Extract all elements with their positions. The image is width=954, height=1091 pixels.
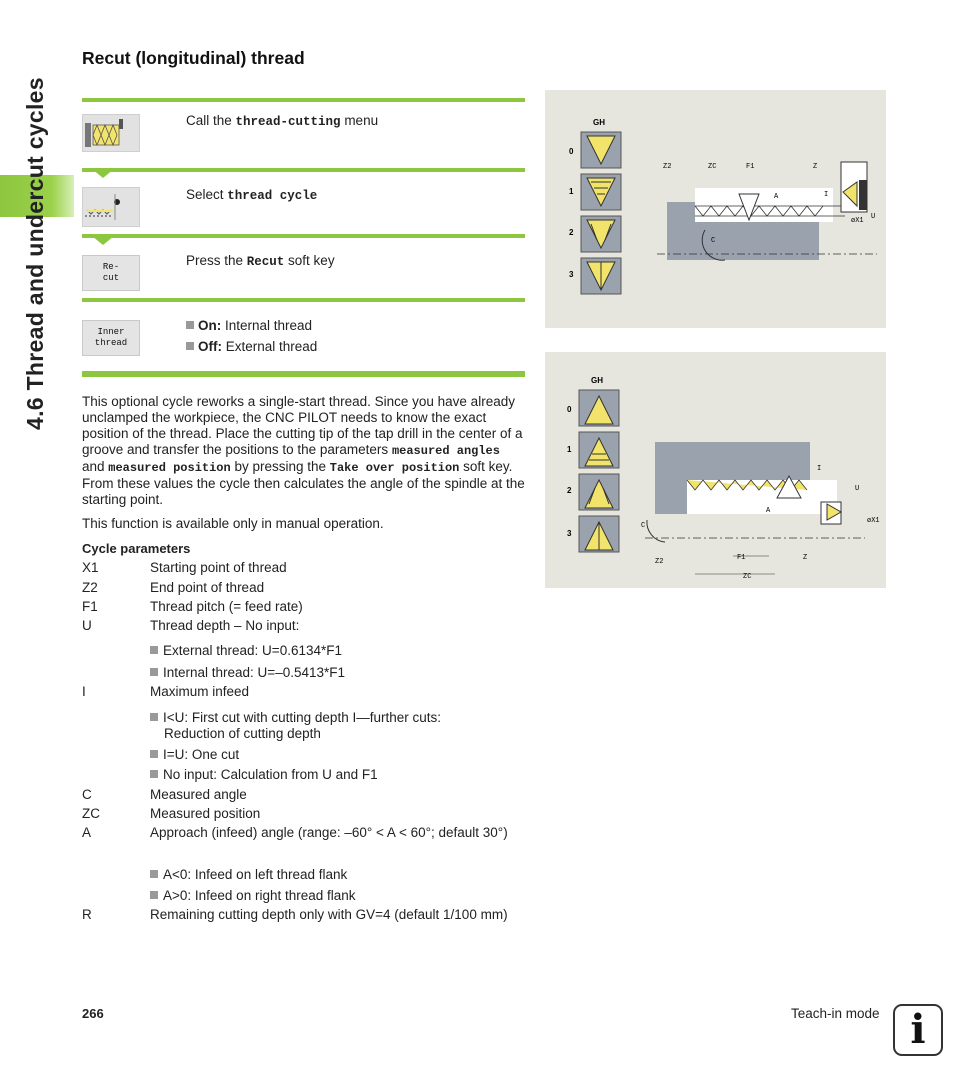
- gh-label: GH: [591, 376, 603, 385]
- section-title: Recut (longitudinal) thread: [82, 48, 305, 68]
- param-a-bullet: A<0: Infeed on left thread flank: [150, 867, 525, 883]
- gh-0-label: 0: [567, 405, 572, 414]
- step-divider: [82, 98, 525, 102]
- cycle-parameters-heading: Cycle parameters: [82, 541, 191, 556]
- inner-thread-softkey[interactable]: Inner thread: [82, 320, 140, 356]
- label-u: U: [855, 485, 860, 493]
- step-divider: [82, 168, 525, 172]
- label-i: I: [824, 191, 829, 199]
- workpiece-drawing: [657, 162, 877, 260]
- workpiece-drawing: [645, 442, 865, 542]
- label-a: A: [774, 193, 779, 201]
- step-divider: [82, 298, 525, 302]
- step-3-text: Press the Recut soft key: [186, 253, 335, 269]
- label-zc: ZC: [708, 163, 717, 171]
- gh-3-label: 3: [569, 270, 574, 279]
- gh-2-label: 2: [567, 486, 572, 495]
- label-a: A: [766, 507, 771, 515]
- param-a-bullet: A>0: Infeed on right thread flank: [150, 888, 525, 904]
- figure-internal-thread: [545, 352, 886, 588]
- label-i: I: [817, 465, 822, 473]
- step-1-text: Call the thread-cutting menu: [186, 113, 379, 129]
- label-z2: Z2: [655, 558, 664, 566]
- step-divider: [82, 234, 525, 238]
- label-zc: ZC: [743, 573, 752, 581]
- param-u-bullet: Internal thread: U=–0.5413*F1: [150, 665, 525, 681]
- info-icon: [893, 1004, 943, 1056]
- label-z: Z: [813, 163, 818, 171]
- param-i-bullet: I<U: First cut with cutting depth I—further cuts: Reduction of cutting depth: [150, 710, 525, 742]
- info-glyph: i: [910, 1006, 926, 1053]
- gh-1-label: 1: [569, 187, 574, 196]
- gh-0-label: 0: [569, 147, 574, 156]
- chapter-title: 4.6 Thread and undercut cycles: [22, 77, 48, 430]
- thread-cutting-menu-icon: [82, 114, 140, 152]
- manual-note: This function is available only in manual operation.: [82, 516, 384, 531]
- label-x1: øX1: [867, 517, 880, 525]
- gh-label: GH: [593, 118, 605, 127]
- gh-2-label: 2: [569, 228, 574, 237]
- gh-3-label: 3: [567, 529, 572, 538]
- gh-1-label: 1: [567, 445, 572, 454]
- label-f1: F1: [746, 163, 755, 171]
- label-c: C: [641, 522, 646, 530]
- param-i-bullet: I=U: One cut: [150, 747, 525, 763]
- recut-softkey[interactable]: Re- cut: [82, 255, 140, 291]
- figure-external-thread: [545, 90, 886, 328]
- label-x1: øX1: [851, 217, 864, 225]
- thread-type-icons: [579, 390, 619, 552]
- intro-paragraph: This optional cycle reworks a single-start thread. Since you have already unclamped the workpiece, the CNC PILOT needs to know the exact position of the thread. Place the cutting tip of the tap drill in the center of a groove and transfer the positions to the parameters measured angles and measured position by pressing the Take over position soft key. From these values the cycle then calculates the angle of the spindle at the starting point.: [82, 394, 525, 507]
- option-off: Off: External thread: [186, 339, 317, 354]
- table-bottom-rule: [82, 371, 525, 377]
- label-z2: Z2: [663, 163, 672, 171]
- param-i-bullet: No input: Calculation from U and F1: [150, 767, 525, 783]
- thread-type-icons: [581, 132, 621, 294]
- label-u: U: [871, 213, 876, 221]
- step-2-text: Select thread cycle: [186, 187, 318, 203]
- footer-mode: Teach-in mode: [791, 1006, 880, 1021]
- label-c: C: [711, 237, 716, 245]
- param-u-bullet: External thread: U=0.6134*F1: [150, 643, 525, 659]
- label-f1: F1: [737, 554, 746, 562]
- label-z: Z: [803, 554, 808, 562]
- option-on: On: Internal thread: [186, 318, 312, 333]
- page-number: 266: [82, 1006, 104, 1021]
- thread-cycle-icon: [82, 187, 140, 227]
